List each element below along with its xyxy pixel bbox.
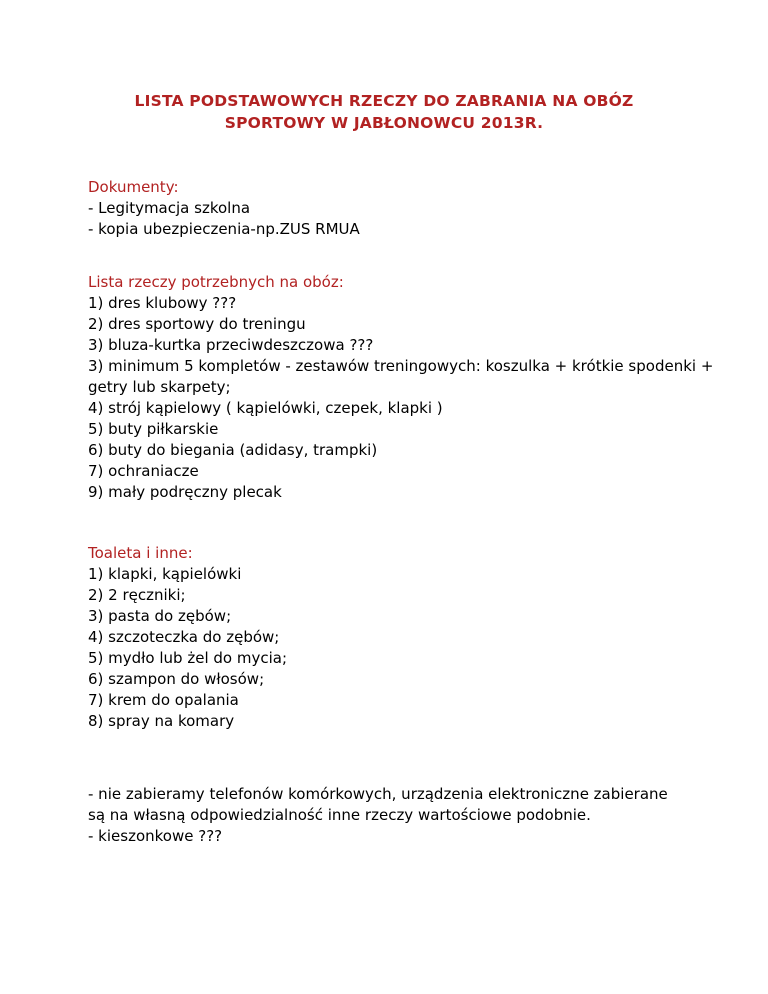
list-item: 7) ochraniacze: [88, 462, 199, 480]
note-phones: - nie zabieramy telefonów komórkowych, urządzenia elektroniczne zabierane są na własną odpowiedzialność inne rzeczy wartościowe podobnie.: [88, 785, 668, 824]
list-item: 6) buty do biegania (adidasy, trampki): [88, 441, 378, 459]
title-line-1: LISTA PODSTAWOWYCH RZECZY DO ZABRANIA NA OBÓZ: [134, 92, 634, 110]
list-item: - Legitymacja szkolna: [88, 199, 251, 217]
list-item: 5) buty piłkarskie: [88, 420, 219, 438]
list-item: 5) mydło lub żel do mycia;: [88, 649, 287, 667]
toiletries-section: [88, 543, 728, 732]
list-item: 4) szczoteczka do zębów;: [88, 628, 280, 646]
toiletries-heading: Toaleta i inne:: [88, 544, 193, 562]
list-item: 3) bluza-kurtka przeciwdeszczowa ???: [88, 336, 374, 354]
list-item: 2) 2 ręczniki;: [88, 586, 186, 604]
notes-section: [88, 784, 688, 847]
list-item: 8) spray na komary: [88, 712, 235, 730]
list-item: 4) strój kąpielowy ( kąpielówki, czepek, klapki ): [88, 399, 443, 417]
documents-section: [88, 177, 728, 240]
list-item: 6) szampon do włosów;: [88, 670, 265, 688]
documents-heading: Dokumenty:: [88, 178, 179, 196]
list-item: 3) minimum 5 kompletów - zestawów treningowych: koszulka + krótkie spodenki + getry lub skarpety;: [88, 357, 714, 396]
note-pocket-money: - kieszonkowe ???: [88, 827, 223, 845]
list-item: 2) dres sportowy do treningu: [88, 315, 306, 333]
title-line-2: SPORTOWY W JABŁONOWCU 2013R.: [224, 114, 544, 132]
list-item: 1) klapki, kąpielówki: [88, 565, 242, 583]
items-heading: Lista rzeczy potrzebnych na obóz:: [88, 273, 344, 291]
list-item: 1) dres klubowy ???: [88, 294, 237, 312]
list-item: 3) pasta do zębów;: [88, 607, 232, 625]
page-title: [60, 90, 708, 134]
items-section: [88, 272, 728, 503]
list-item: 7) krem do opalania: [88, 691, 239, 709]
list-item: 9) mały podręczny plecak: [88, 483, 282, 501]
list-item: - kopia ubezpieczenia-np.ZUS RMUA: [88, 220, 360, 238]
